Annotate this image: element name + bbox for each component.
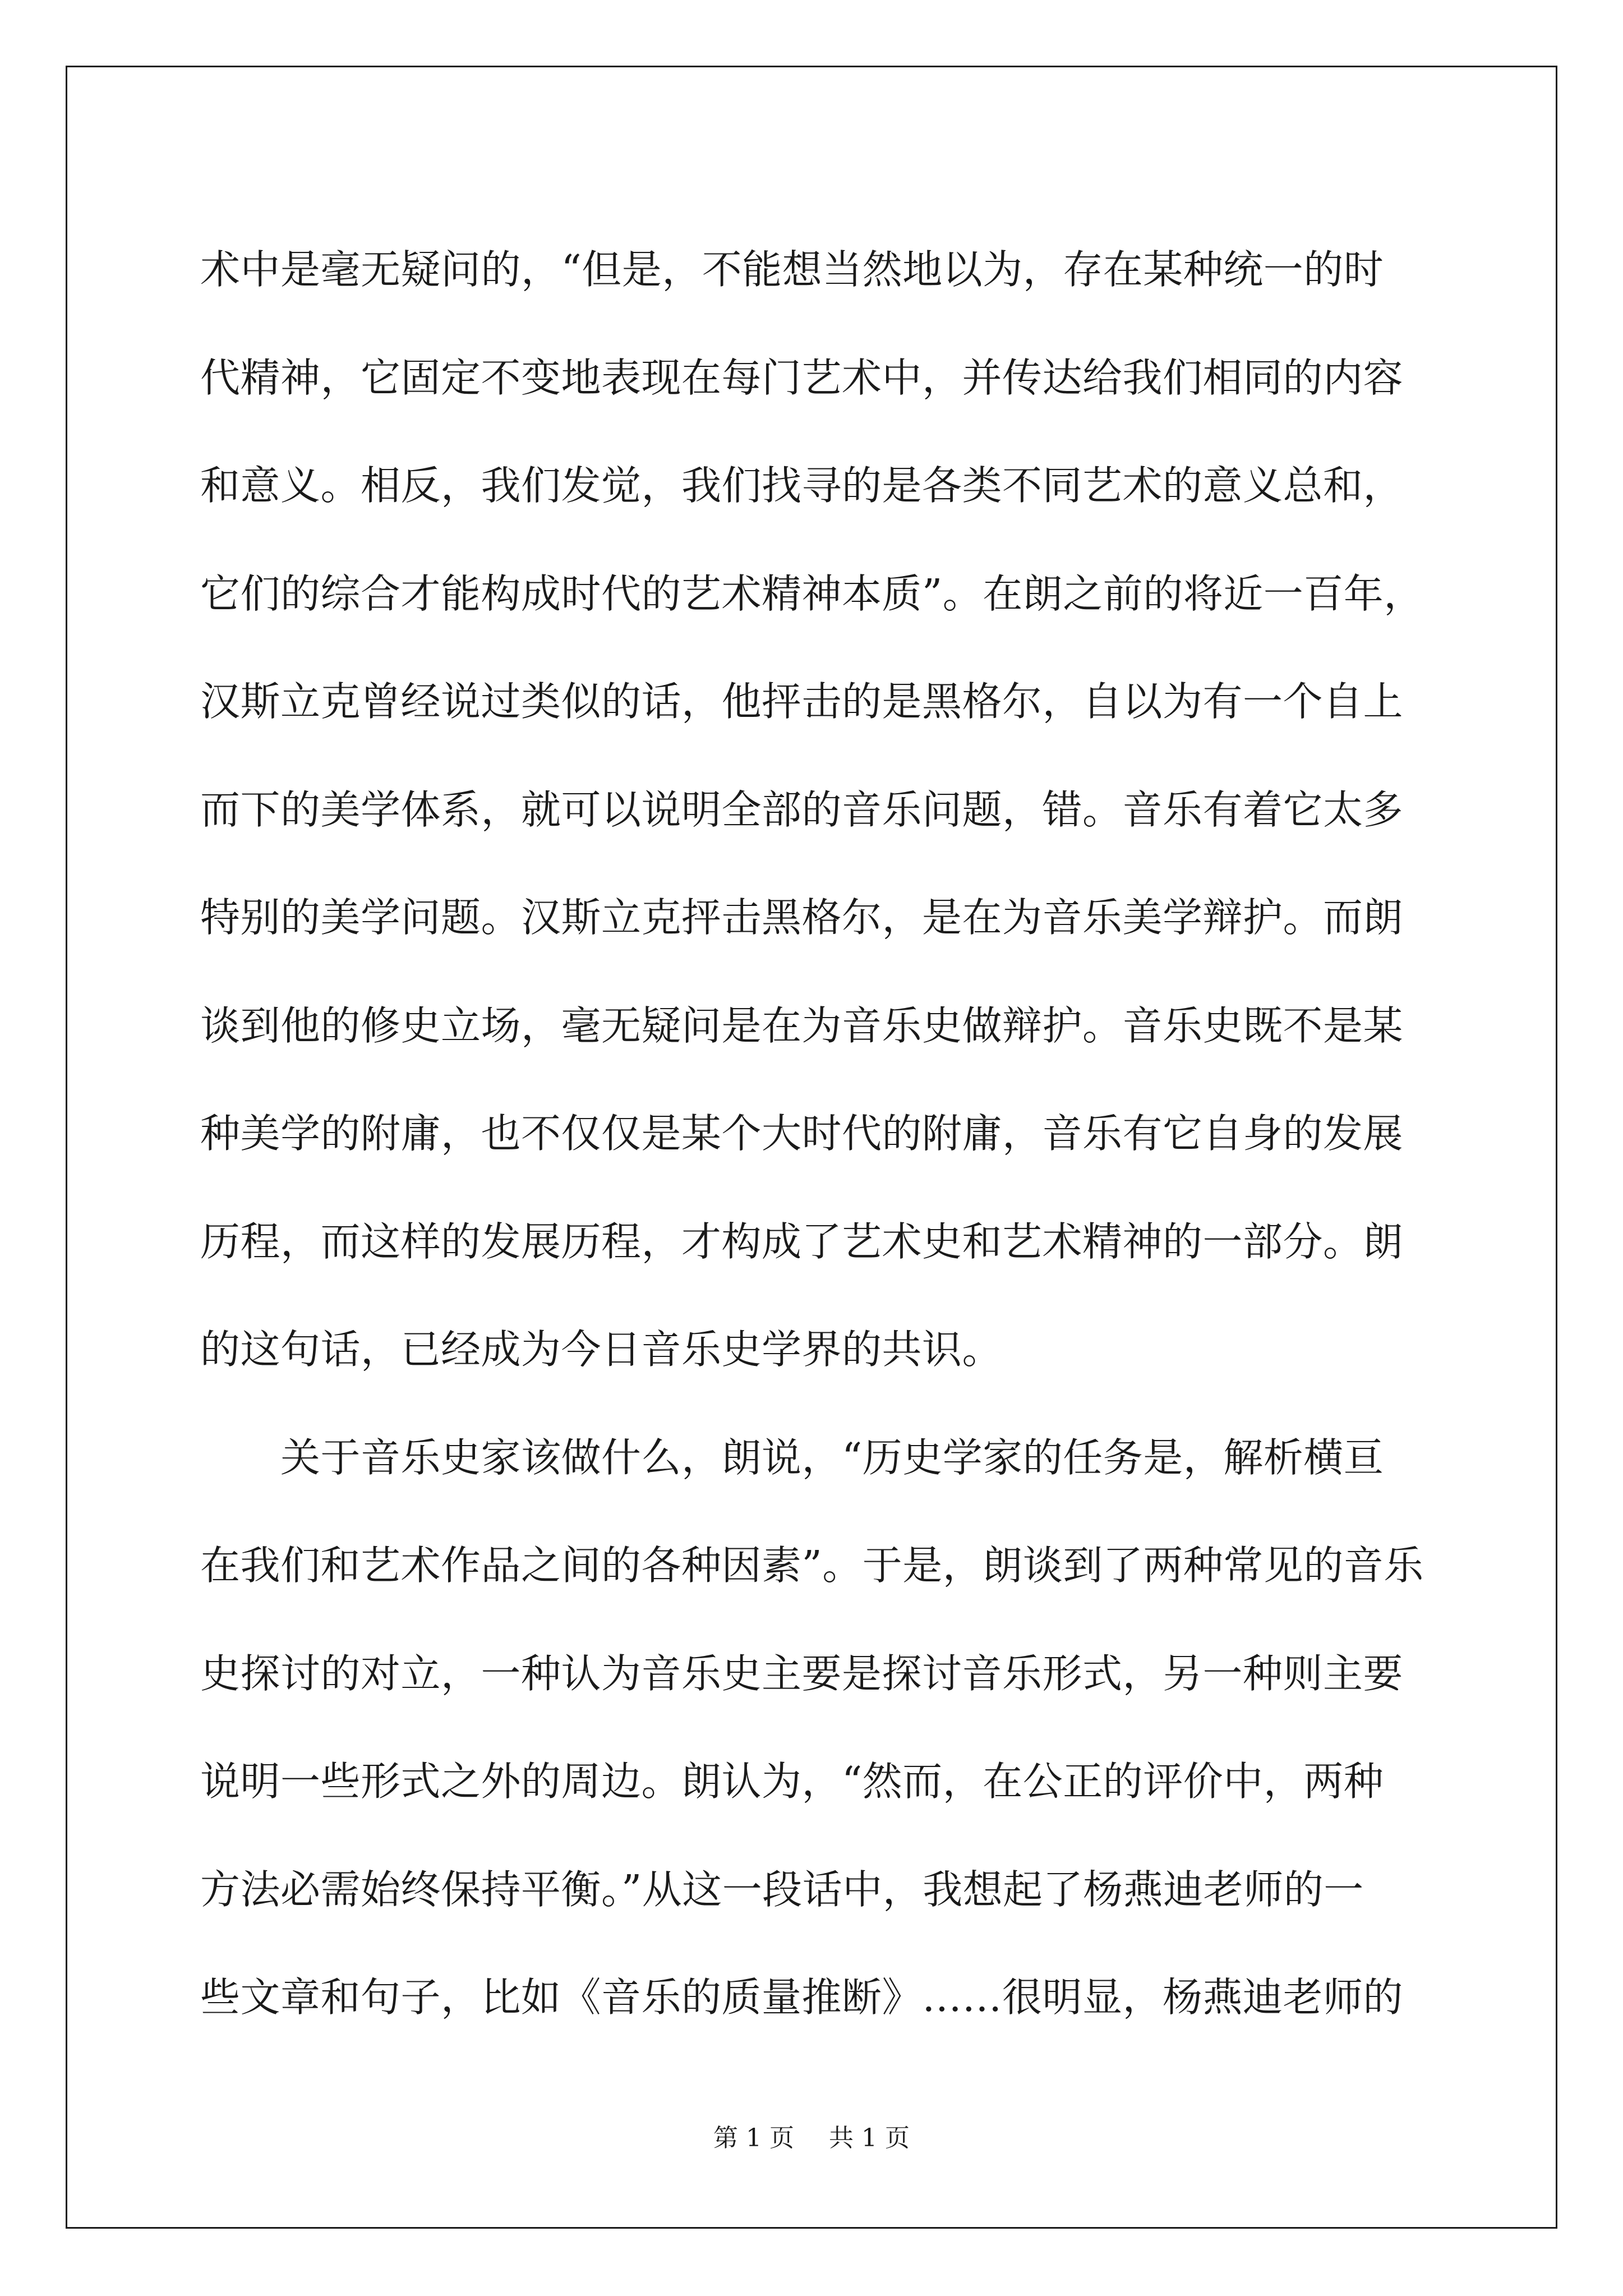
text-line: 种美学的附庸，也不仅仅是某个大时代的附庸，音乐有它自身的发展	[200, 1110, 1404, 1157]
page-footer	[0, 2118, 1623, 2154]
text-line: 而下的美学体系，就可以说明全部的音乐问题，错。音乐有着它太多	[200, 786, 1404, 833]
text-line: 说明一些形式之外的周边。朗认为，“然而，在公正的评价中，两种	[200, 1758, 1384, 1805]
page-total: 共 1 页	[829, 2124, 910, 2152]
text-line: 特别的美学问题。汉斯立克抨击黑格尔，是在为音乐美学辩护。而朗	[200, 894, 1404, 941]
text-line: 历程，而这样的发展历程，才构成了艺术史和艺术精神的一部分。朗	[200, 1218, 1404, 1265]
text-line: 方法必需始终保持平衡。”从这一段话中，我想起了杨燕迪老师的一	[200, 1866, 1364, 1913]
text-line: 它们的综合才能构成时代的艺术精神本质”。在朗之前的将近一百年，	[200, 570, 1424, 617]
text-line: 谈到他的修史立场，毫无疑问是在为音乐史做辩护。音乐史既不是某	[200, 1002, 1404, 1049]
text-line: 些文章和句子，比如《音乐的质量推断》……很明显，杨燕迪老师的	[200, 1974, 1404, 2021]
text-line: 汉斯立克曾经说过类似的话，他抨击的是黑格尔，自以为有一个自上	[200, 678, 1404, 725]
text-line: 代精神，它固定不变地表现在每门艺术中，并传达给我们相同的内容	[200, 354, 1404, 401]
text-line: 术中是毫无疑问的，“但是，不能想当然地以为，存在某种统一的时	[200, 246, 1384, 293]
page-number: 第 1 页	[713, 2124, 794, 2152]
paragraph-start-line: 关于音乐史家该做什么，朗说，“历史学家的任务是，解析横亘	[200, 1434, 1384, 1481]
text-line: 在我们和艺术作品之间的各种因素”。于是，朗谈到了两种常见的音乐	[200, 1542, 1424, 1589]
document-body	[200, 216, 1431, 2052]
text-line: 史探讨的对立，一种认为音乐史主要是探讨音乐形式，另一种则主要	[200, 1650, 1404, 1697]
text-line: 和意义。相反，我们发觉，我们找寻的是各类不同艺术的意义总和，	[200, 462, 1404, 509]
text-line: 的这句话，已经成为今日音乐史学界的共识。	[200, 1326, 1003, 1373]
